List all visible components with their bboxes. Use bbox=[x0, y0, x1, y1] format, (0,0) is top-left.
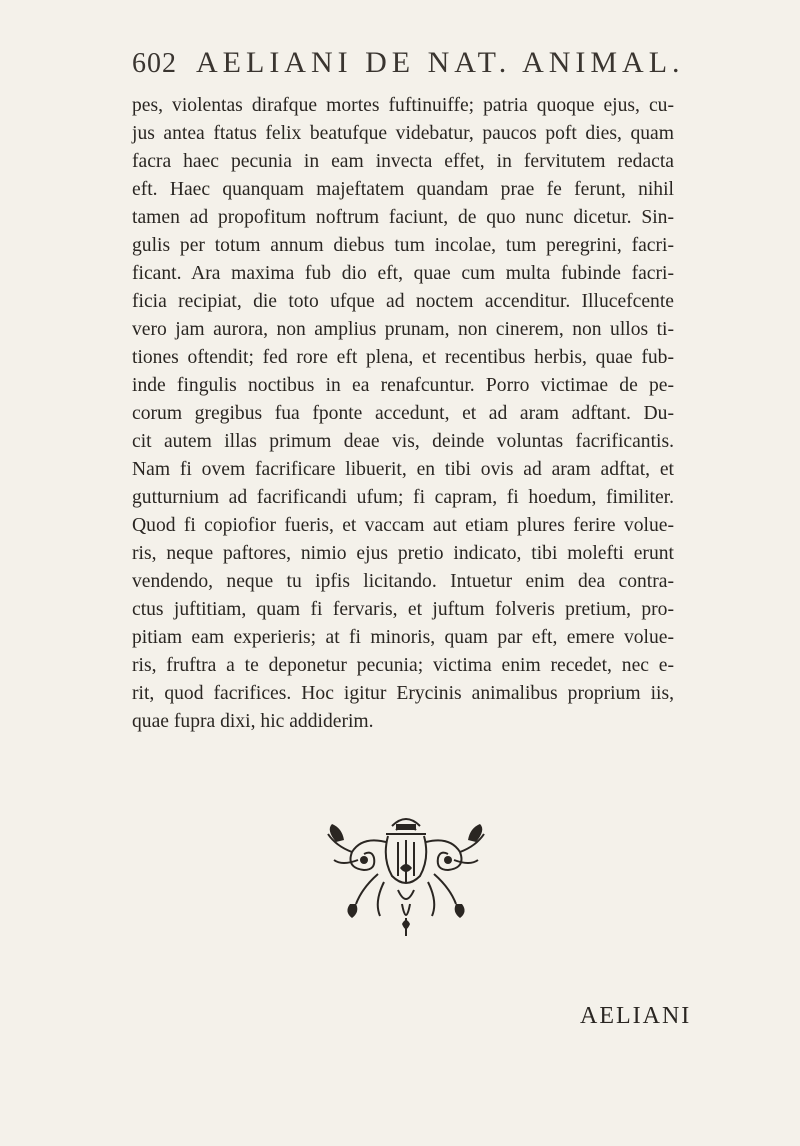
text-line: vendendo, neque tu ipfis licitando. Intuetur enim dea contra- bbox=[132, 571, 674, 592]
page-header bbox=[132, 42, 685, 82]
running-head: AELIANI DE NAT. ANIMAL. bbox=[196, 46, 685, 79]
text-line: ficia recipiat, die toto ufque ad noctem accenditur. Illucefcente bbox=[132, 291, 674, 312]
text-line: ficant. Ara maxima fub dio eft, quae cum multa fubinde facri- bbox=[132, 263, 674, 284]
fleuron-ornament-icon bbox=[322, 812, 490, 940]
text-line: inde fingulis noctibus in ea renafcuntur. Porro victimae de pe- bbox=[132, 375, 674, 396]
text-line: quae fupra dixi, hic addiderim. bbox=[132, 711, 374, 732]
text-line: facra haec pecunia in eam invecta effet, in fervitutem redacta bbox=[132, 151, 674, 172]
text-line: gutturnium ad facrificandi ufum; fi capram, fi hoedum, fimiliter. bbox=[132, 487, 674, 508]
text-line: ctus juftitiam, quam fi fervaris, et juftum folveris pretium, pro- bbox=[132, 599, 674, 620]
text-line: tiones oftendit; fed rore eft plena, et recentibus herbis, quae fub- bbox=[132, 347, 674, 368]
page-number: 602 bbox=[132, 48, 177, 79]
body-text bbox=[132, 92, 674, 736]
text-line: vero jam aurora, non amplius prunam, non cinerem, non ullos ti- bbox=[132, 319, 674, 340]
text-line: pes, violentas dirafque mortes fuftinuiffe; patria quoque ejus, cu- bbox=[132, 95, 674, 116]
text-line: Quod fi copiofior fueris, et vaccam aut etiam plures ferire volue- bbox=[132, 515, 674, 536]
text-line: ris, fruftra a te deponetur pecunia; victima enim recedet, nec e- bbox=[132, 655, 674, 676]
text-line: ris, neque paftores, nimio ejus pretio indicato, tibi molefti erunt bbox=[132, 543, 674, 564]
text-line: gulis per totum annum diebus tum incolae, tum peregrini, facri- bbox=[132, 235, 674, 256]
text-line: eft. Haec quanquam majeftatem quandam prae fe ferunt, nihil bbox=[132, 179, 674, 200]
text-line: corum gregibus fua fponte accedunt, et ad aram adftant. Du- bbox=[132, 403, 674, 424]
text-line: pitiam eam experieris; at fi minoris, quam par eft, emere volue- bbox=[132, 627, 674, 648]
catchword: AELIANI bbox=[580, 1003, 692, 1029]
text-line: tamen ad propofitum noftrum faciunt, de quo nunc dicetur. Sin- bbox=[132, 207, 674, 228]
text-line: rit, quod facrifices. Hoc igitur Erycinis animalibus proprium iis, bbox=[132, 683, 674, 704]
text-line: cit autem illas primum deae vis, deinde voluntas facrificantis. bbox=[132, 431, 674, 452]
text-line: Nam fi ovem facrificare libuerit, en tibi ovis ad aram adftat, et bbox=[132, 459, 674, 480]
text-line: jus antea ftatus felix beatufque videbatur, paucos poft dies, quam bbox=[132, 123, 674, 144]
